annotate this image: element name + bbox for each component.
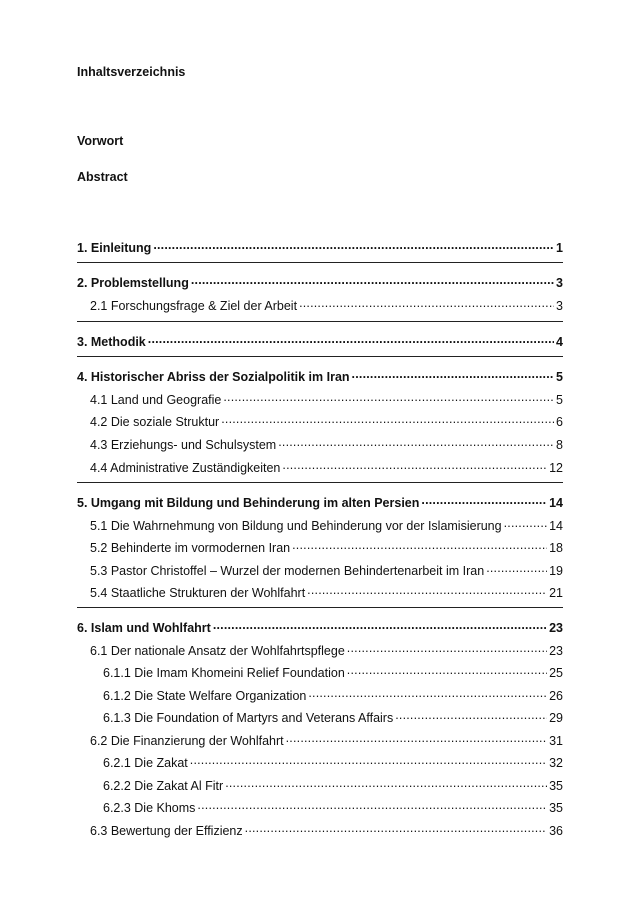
toc-entry-label: 4.1 Land und Geografie xyxy=(90,392,222,407)
toc-entry[interactable] xyxy=(77,368,563,384)
toc-entry-label: 6.2.3 Die Khoms xyxy=(103,800,196,815)
toc-entry-page-number: 23 xyxy=(549,643,563,658)
toc-entry[interactable] xyxy=(90,562,563,578)
toc-entry-page-number: 14 xyxy=(549,495,563,510)
chapter-divider xyxy=(77,321,563,322)
toc-entry[interactable] xyxy=(77,494,563,510)
toc-entry-page-number: 1 xyxy=(556,240,563,255)
toc-entry[interactable] xyxy=(90,436,563,452)
toc-dot-leader xyxy=(307,584,547,597)
toc-entry-page-number: 18 xyxy=(549,540,563,555)
toc-dot-leader xyxy=(352,368,555,381)
toc-dot-leader xyxy=(347,664,547,677)
toc-dot-leader xyxy=(486,562,547,575)
toc-entry[interactable] xyxy=(103,664,563,680)
toc-entry-label: 5.4 Staatliche Strukturen der Wohlfahrt xyxy=(90,585,306,600)
toc-entry-label: 4.3 Erziehungs- und Schulsystem xyxy=(90,437,277,452)
toc-dot-leader xyxy=(292,539,547,552)
toc-dot-leader xyxy=(225,777,547,790)
toc-entry-page-number: 21 xyxy=(549,585,563,600)
toc-entry[interactable] xyxy=(103,754,563,770)
toc-entry[interactable] xyxy=(90,822,563,838)
toc-entry-page-number: 35 xyxy=(549,778,563,793)
toc-entry[interactable] xyxy=(90,732,563,748)
toc-entry-label: 2.1 Forschungsfrage & Ziel der Arbeit xyxy=(90,298,298,313)
chapter-divider xyxy=(77,607,563,608)
toc-title: Inhaltsverzeichnis xyxy=(77,65,186,79)
toc-dot-leader xyxy=(223,391,554,404)
toc-dot-leader xyxy=(299,297,554,310)
toc-entry-label: 6.1.3 Die Foundation of Martyrs and Veterans Affairs xyxy=(103,710,394,725)
toc-entry-page-number: 3 xyxy=(556,275,563,290)
toc-entry-label: 2. Problemstellung xyxy=(77,275,189,290)
toc-entry-label: 6.3 Bewertung der Effizienz xyxy=(90,823,243,838)
toc-entry-page-number: 29 xyxy=(549,710,563,725)
toc-entry[interactable] xyxy=(90,539,563,555)
toc-entry-label: 1. Einleitung xyxy=(77,240,152,255)
toc-entry[interactable] xyxy=(77,333,563,349)
chapter-divider xyxy=(77,482,563,483)
toc-entry[interactable] xyxy=(90,413,563,429)
toc-entry-label: 6.1.2 Die State Welfare Organization xyxy=(103,688,307,703)
toc-entry-page-number: 35 xyxy=(549,800,563,815)
toc-entry-page-number: 25 xyxy=(549,665,563,680)
toc-entry-label: 6.2.2 Die Zakat Al Fitr xyxy=(103,778,224,793)
toc-entry-page-number: 5 xyxy=(556,369,563,384)
toc-entry-page-number: 19 xyxy=(549,563,563,578)
toc-entry[interactable] xyxy=(90,584,563,600)
toc-entry-page-number: 31 xyxy=(549,733,563,748)
toc-entry-page-number: 3 xyxy=(556,298,563,313)
toc-entry-label: 6.2 Die Finanzierung der Wohlfahrt xyxy=(90,733,284,748)
toc-dot-leader xyxy=(308,687,547,700)
toc-entry-page-number: 4 xyxy=(556,334,563,349)
toc-entry-label: 5.1 Die Wahrnehmung von Bildung und Behinderung vor der Islamisierung xyxy=(90,518,502,533)
toc-entry-label: 5.2 Behinderte im vormodernen Iran xyxy=(90,540,291,555)
toc-dot-leader xyxy=(504,517,548,530)
toc-entry-page-number: 36 xyxy=(549,823,563,838)
toc-entry[interactable] xyxy=(103,799,563,815)
toc-entry-label: 6. Islam und Wohlfahrt xyxy=(77,620,211,635)
toc-dot-leader xyxy=(197,799,547,812)
toc-dot-leader xyxy=(245,822,547,835)
toc-entry-label: 4. Historischer Abriss der Sozialpolitik im Iran xyxy=(77,369,350,384)
toc-entry[interactable] xyxy=(90,642,563,658)
toc-entry-page-number: 32 xyxy=(549,755,563,770)
toc-entry-label: 6.2.1 Die Zakat xyxy=(103,755,188,770)
toc-dot-leader xyxy=(286,732,547,745)
toc-dot-leader xyxy=(278,436,554,449)
chapter-divider xyxy=(77,356,563,357)
toc-entry-page-number: 26 xyxy=(549,688,563,703)
toc-entry-page-number: 23 xyxy=(549,620,563,635)
toc-entry[interactable] xyxy=(77,619,563,635)
toc-entry-label: 5.3 Pastor Christoffel – Wurzel der modernen Behindertenarbeit im Iran xyxy=(90,563,485,578)
toc-dot-leader xyxy=(421,494,547,507)
toc-entry-label: 6.1 Der nationale Ansatz der Wohlfahrtspflege xyxy=(90,643,345,658)
toc-entry[interactable] xyxy=(90,459,563,475)
toc-entry-page-number: 12 xyxy=(549,460,563,475)
toc-entry-label: 4.2 Die soziale Struktur xyxy=(90,414,220,429)
toc-entry-page-number: 6 xyxy=(556,414,563,429)
abstract-heading: Abstract xyxy=(77,170,128,184)
toc-entry[interactable] xyxy=(103,709,563,725)
toc-entry[interactable] xyxy=(90,391,563,407)
toc-entry[interactable] xyxy=(77,274,563,290)
toc-entry[interactable] xyxy=(90,517,563,533)
toc-entry-page-number: 5 xyxy=(556,392,563,407)
toc-entry-label: 4.4 Administrative Zuständigkeiten xyxy=(90,460,281,475)
toc-dot-leader xyxy=(213,619,547,632)
toc-entry-page-number: 8 xyxy=(556,437,563,452)
toc-dot-leader xyxy=(347,642,547,655)
foreword-heading: Vorwort xyxy=(77,134,124,148)
toc-entry[interactable] xyxy=(103,687,563,703)
toc-entry-label: 6.1.1 Die Imam Khomeini Relief Foundation xyxy=(103,665,345,680)
toc-dot-leader xyxy=(191,274,554,287)
toc-dot-leader xyxy=(282,459,547,472)
toc-entry-label: 3. Methodik xyxy=(77,334,146,349)
toc-dot-leader xyxy=(395,709,547,722)
toc-dot-leader xyxy=(221,413,554,426)
toc-entry[interactable] xyxy=(90,297,563,313)
toc-entry[interactable] xyxy=(103,777,563,793)
toc-entry-label: 5. Umgang mit Bildung und Behinderung im alten Persien xyxy=(77,495,420,510)
toc-dot-leader xyxy=(153,239,554,252)
chapter-divider xyxy=(77,262,563,263)
toc-entry-page-number: 14 xyxy=(549,518,563,533)
toc-dot-leader xyxy=(190,754,547,767)
toc-dot-leader xyxy=(148,333,554,346)
toc-entry[interactable] xyxy=(77,239,563,255)
